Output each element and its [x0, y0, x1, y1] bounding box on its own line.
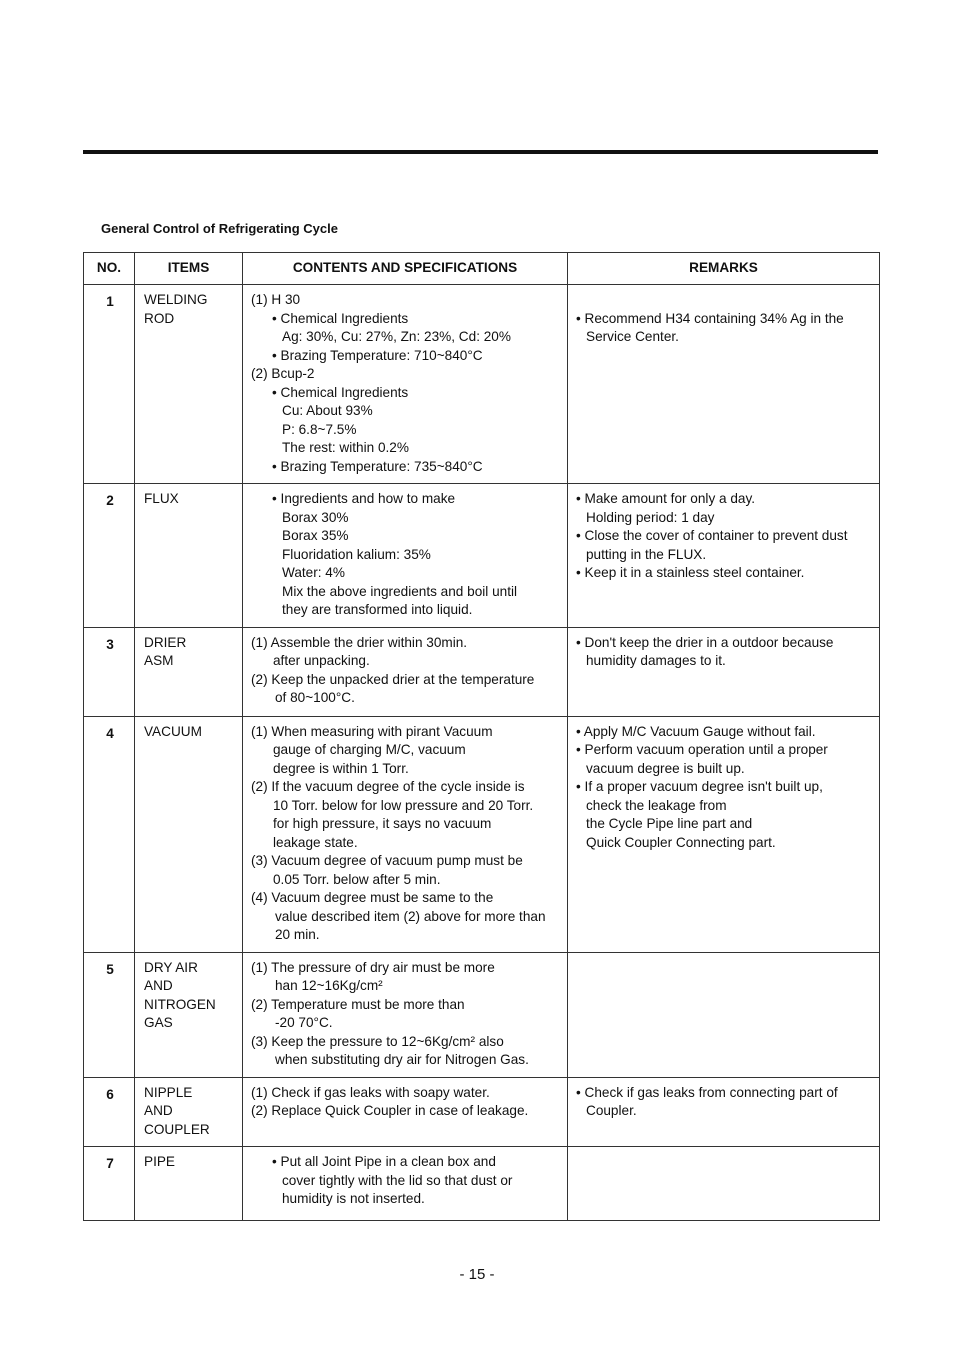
row-number: 4 — [84, 716, 135, 952]
item-name-line: NIPPLE — [144, 1084, 193, 1100]
contents-line: (2) Replace Quick Coupler in case of leakage. — [251, 1103, 529, 1118]
row-number: 1 — [84, 285, 135, 484]
item-name-line: COUPLER — [144, 1121, 210, 1137]
remarks-line: • Make amount for only a day. — [576, 491, 756, 506]
header-rule — [83, 150, 878, 154]
contents-cell — [243, 952, 568, 1077]
remarks-line: Coupler. — [586, 1103, 637, 1118]
header-items: ITEMS — [135, 253, 243, 285]
table-row — [84, 716, 880, 952]
row-number: 3 — [84, 627, 135, 716]
contents-cell — [243, 1147, 568, 1221]
contents-line: (4) Vacuum degree must be same to the — [251, 890, 494, 905]
header-no: NO. — [84, 253, 135, 285]
contents-line: when substituting dry air for Nitrogen Gas. — [275, 1052, 529, 1067]
contents-line: value described item (2) above for more than — [275, 908, 546, 924]
contents-line: • Brazing Temperature: 735~840°C — [272, 458, 483, 474]
remarks-cell — [568, 1147, 880, 1221]
contents-line: Borax 30% — [282, 509, 349, 525]
contents-cell — [243, 1077, 568, 1147]
contents-line: 0.05 Torr. below after 5 min. — [273, 871, 441, 887]
header-contents: CONTENTS AND SPECIFICATIONS — [243, 253, 568, 285]
remarks-line: Holding period: 1 day — [586, 509, 715, 525]
contents-line: (1) When measuring with pirant Vacuum — [251, 723, 493, 739]
remarks-line: • Don't keep the drier in a outdoor because — [576, 634, 834, 650]
contents-line: (3) Vacuum degree of vacuum pump must be — [251, 853, 523, 868]
header-remarks: REMARKS — [568, 253, 880, 285]
contents-line: -20 70°C. — [275, 1015, 333, 1030]
section-title: General Control of Refrigerating Cycle — [101, 221, 338, 236]
contents-line: Ag: 30%, Cu: 27%, Zn: 23%, Cd: 20% — [282, 329, 511, 344]
row-number: 2 — [84, 484, 135, 628]
contents-line: • Chemical Ingredients — [272, 310, 409, 326]
contents-line: (2) Temperature must be more than — [251, 996, 465, 1012]
remarks-cell — [568, 627, 880, 716]
table-row — [84, 484, 880, 628]
page-number: - 15 - — [459, 1266, 495, 1283]
item-name — [135, 716, 243, 952]
table-row — [84, 952, 880, 1077]
contents-line: (2) Keep the unpacked drier at the temperature — [251, 671, 535, 687]
contents-line: (1) The pressure of dry air must be more — [251, 959, 495, 975]
contents-line: P: 6.8~7.5% — [282, 421, 357, 437]
contents-line: 20 min. — [275, 927, 320, 942]
contents-line: for high pressure, it says no vacuum — [273, 816, 492, 831]
remarks-cell — [568, 484, 880, 628]
row-number: 6 — [84, 1077, 135, 1147]
contents-line: Mix the above ingredients and boil until — [282, 583, 518, 599]
remarks-line: • Recommend H34 containing 34% Ag in the — [576, 310, 844, 326]
item-name — [135, 627, 243, 716]
contents-line: • Brazing Temperature: 710~840°C — [272, 347, 483, 363]
remarks-line: • If a proper vacuum degree isn't built up, — [576, 779, 823, 794]
contents-line: Fluoridation kalium: 35% — [282, 546, 431, 562]
item-name-line: DRIER — [144, 634, 187, 650]
contents-line: (1) H 30 — [251, 292, 301, 307]
remarks-line: vacuum degree is built up. — [586, 760, 745, 776]
contents-line: gauge of charging M/C, vacuum — [273, 742, 466, 757]
remarks-line: the Cycle Pipe line part and — [586, 816, 753, 831]
item-name — [135, 484, 243, 628]
contents-cell — [243, 716, 568, 952]
remarks-line: Quick Coupler Connecting part. — [586, 834, 776, 850]
remarks-cell — [568, 952, 880, 1077]
contents-line: Borax 35% — [282, 528, 349, 543]
remarks-cell — [568, 716, 880, 952]
remarks-line: humidity damages to it. — [586, 653, 726, 668]
contents-line: they are transformed into liquid. — [282, 602, 473, 617]
remarks-line: Service Center. — [586, 329, 679, 344]
item-name-line: AND — [144, 1103, 173, 1118]
item-name-line: GAS — [144, 1015, 173, 1030]
item-name-line: NITROGEN — [144, 996, 216, 1012]
item-name-line: WELDING — [144, 292, 208, 307]
table-row — [84, 285, 880, 484]
contents-line: (3) Keep the pressure to 12~6Kg/cm² also — [251, 1033, 504, 1049]
remarks-line: • Check if gas leaks from connecting part of — [576, 1084, 838, 1100]
item-name-line: ROD — [144, 310, 175, 326]
table-row — [84, 1147, 880, 1221]
contents-line: • Ingredients and how to make — [272, 491, 456, 506]
contents-line: The rest: within 0.2% — [282, 440, 409, 455]
item-name — [135, 1077, 243, 1147]
contents-line: (2) If the vacuum degree of the cycle inside is — [251, 779, 525, 794]
contents-line: (1) Assemble the drier within 30min. — [251, 634, 468, 650]
contents-cell — [243, 285, 568, 484]
contents-line: • Put all Joint Pipe in a clean box and — [272, 1154, 496, 1169]
item-name — [135, 952, 243, 1077]
contents-line: (2) Bcup-2 — [251, 366, 315, 381]
contents-line: han 12~16Kg/cm² — [275, 978, 383, 993]
contents-line: degree is within 1 Torr. — [273, 760, 409, 776]
item-name — [135, 285, 243, 484]
table-row — [84, 1077, 880, 1147]
contents-line: leakage state. — [273, 834, 358, 850]
remarks-line — [576, 291, 873, 310]
remarks-line: • Close the cover of container to prevent dust — [576, 528, 848, 543]
item-name-line: PIPE — [144, 1154, 175, 1169]
contents-line: (1) Check if gas leaks with soapy water. — [251, 1084, 490, 1100]
contents-line: Water: 4% — [282, 565, 345, 580]
item-name-line: FLUX — [144, 491, 179, 506]
remarks-line: • Keep it in a stainless steel container. — [576, 565, 805, 580]
contents-line: humidity is not inserted. — [282, 1191, 425, 1206]
contents-cell — [243, 484, 568, 628]
item-name-line: DRY AIR — [144, 959, 198, 975]
contents-line: of 80~100°C. — [275, 690, 355, 705]
remarks-cell — [568, 285, 880, 484]
contents-line: Cu: About 93% — [282, 403, 373, 418]
contents-line: cover tightly with the lid so that dust or — [282, 1172, 513, 1188]
item-name-line: ASM — [144, 653, 174, 668]
contents-line: • Chemical Ingredients — [272, 384, 409, 400]
contents-cell — [243, 627, 568, 716]
table-header-row — [84, 253, 880, 285]
row-number: 5 — [84, 952, 135, 1077]
specification-table — [83, 252, 880, 1221]
remarks-line: • Perform vacuum operation until a proper — [576, 742, 828, 757]
item-name-line: AND — [144, 978, 173, 993]
contents-line: 10 Torr. below for low pressure and 20 Torr. — [273, 797, 534, 813]
table-row — [84, 627, 880, 716]
item-name-line: VACUUM — [144, 723, 202, 739]
remarks-line: putting in the FLUX. — [586, 546, 707, 562]
remarks-line: • Apply M/C Vacuum Gauge without fail. — [576, 723, 816, 739]
remarks-line: check the leakage from — [586, 797, 727, 813]
item-name — [135, 1147, 243, 1221]
row-number: 7 — [84, 1147, 135, 1221]
remarks-cell — [568, 1077, 880, 1147]
contents-line: after unpacking. — [273, 653, 370, 668]
